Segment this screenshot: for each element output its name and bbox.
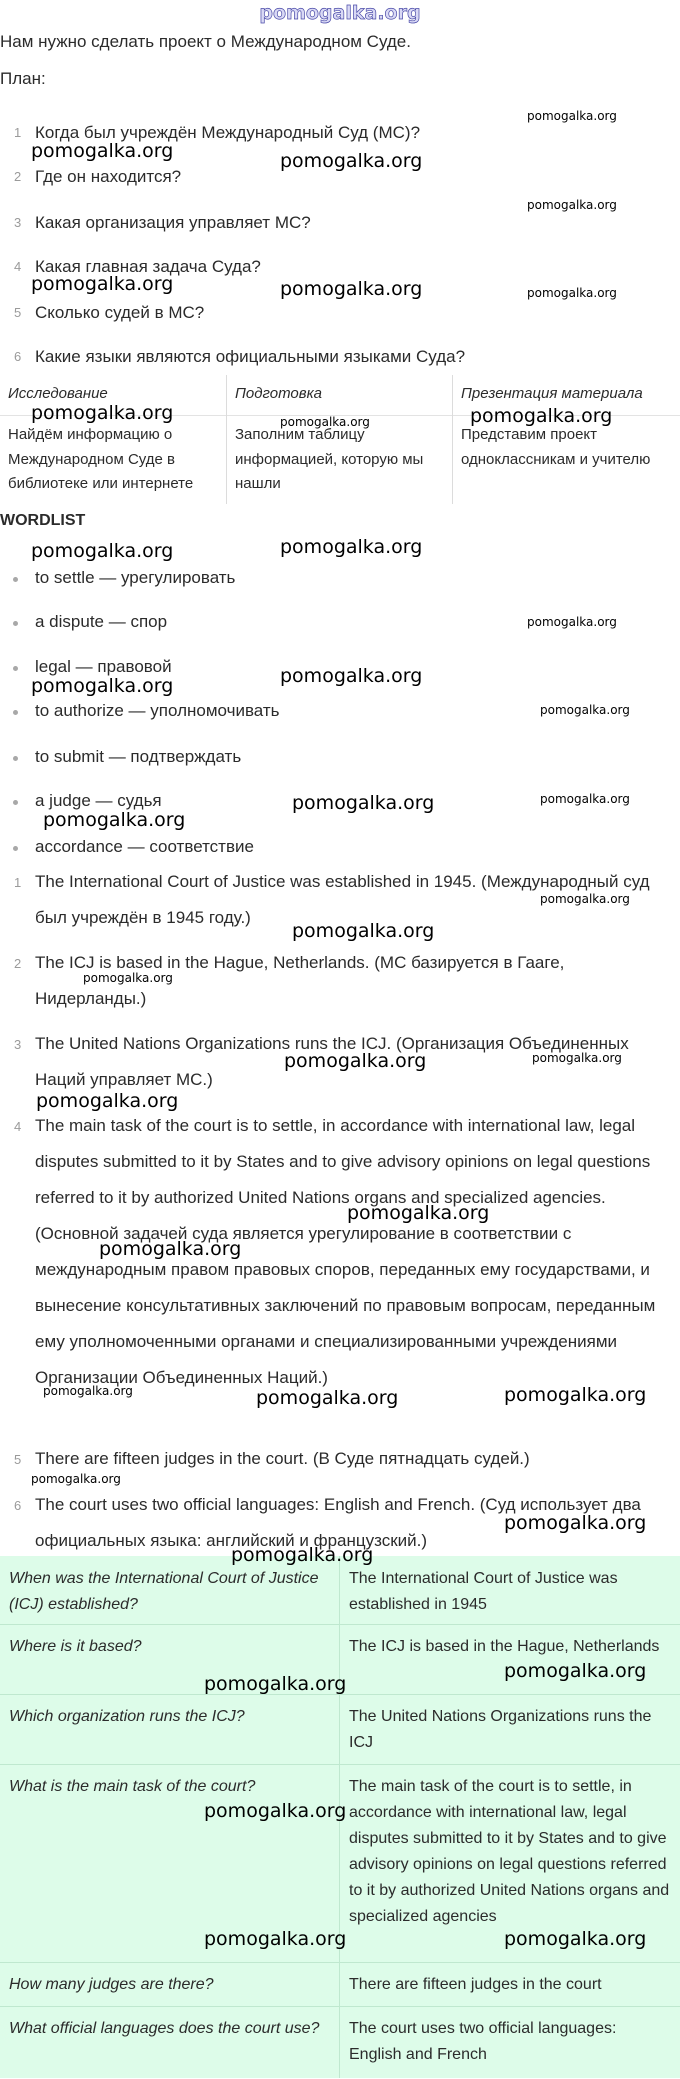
intro-text: Нам нужно сделать проект о Международном Суде.: [0, 32, 411, 51]
answer-text: The main task of the court is to settle, in accordance with international law, legal disputes submitted to it by States and to give advisory opinions on legal questions referred to it by authorized United Nations organs and specialized agencies. (Основной задачей суда является урегулирование в соответствии с международным правом правовых споров, переданных ему государствами, и вынесение консультативных заключений по правовым вопросам, переданным ему уполномоченными органами и специализированными учреждениями Организации Объединенных Наций.): [35, 1116, 656, 1387]
bullet: [13, 666, 18, 671]
watermark: pomogalka.org: [31, 273, 174, 295]
question-cell: When was the International Court of Justice (ICJ) established?: [9, 1570, 319, 1613]
item-number: 6: [14, 1498, 22, 1513]
site-logo[interactable]: pomogalka.org: [259, 2, 421, 24]
answer-text: The International Court of Justice was established in 1945. (Международный суд был учреждён в 1945 году.): [35, 872, 650, 927]
item-text: Сколько судей в МС?: [35, 303, 205, 322]
question-cell: Where is it based?: [9, 1638, 142, 1655]
wordlist-title: WORDLIST: [0, 512, 86, 529]
answer-cell: There are fifteen judges in the court: [349, 1976, 602, 1993]
watermark: pomogalka.org: [504, 1660, 647, 1682]
watermark: pomogalka.org: [31, 140, 174, 162]
watermark: pomogalka.org: [83, 971, 173, 985]
watermark: pomogalka.org: [532, 1051, 622, 1065]
bullet: [13, 710, 18, 715]
column-body: Найдём информацию о Международном Суде в библиотеке или интернете: [8, 426, 194, 492]
bullet: [13, 577, 18, 582]
watermark: pomogalka.org: [284, 1050, 427, 1072]
watermark: pomogalka.org: [470, 405, 613, 427]
bullet: [13, 756, 18, 761]
answer-cell: The ICJ is based in the Hague, Netherlands: [349, 1638, 660, 1655]
watermark: pomogalka.org: [43, 809, 186, 831]
item-text: Какая организация управляет МС?: [35, 213, 311, 232]
question-cell: Which organization runs the ICJ?: [9, 1708, 245, 1725]
watermark: pomogalka.org: [31, 1472, 121, 1486]
item-number: 5: [14, 305, 22, 320]
watermark: pomogalka.org: [99, 1238, 242, 1260]
item-number: 4: [14, 1119, 22, 1134]
column-header: Подготовка: [235, 385, 322, 402]
item-number: 5: [14, 1452, 22, 1467]
watermark: pomogalka.org: [504, 1512, 647, 1534]
watermark: pomogalka.org: [504, 1928, 647, 1950]
watermark: pomogalka.org: [231, 1544, 374, 1566]
item-number: 3: [14, 215, 22, 230]
watermark: pomogalka.org: [527, 109, 617, 123]
watermark: pomogalka.org: [280, 415, 370, 429]
table-row: [0, 2006, 680, 2079]
plan-table-column: [0, 375, 227, 504]
word-text: accordance — соответствие: [35, 837, 254, 856]
watermark: pomogalka.org: [31, 540, 174, 562]
item-number: 1: [14, 875, 22, 890]
watermark: pomogalka.org: [540, 892, 630, 906]
answer-cell: The court uses two official languages: English and French: [349, 2020, 617, 2063]
answer-text: The court uses two official languages: English and French. (Суд использует два официальных языка: английский и французский.): [35, 1495, 641, 1550]
word-text: legal — правовой: [35, 657, 172, 676]
answer-cell: The main task of the court is to settle, in accordance with international law, legal disputes submitted to it by States and to give advisory opinions on legal questions referred to it by authorized United Nations organs and specialized agencies: [349, 1778, 670, 1925]
word-text: to settle — урегулировать: [35, 568, 236, 587]
column-header: Презентация материала: [461, 385, 643, 402]
item-number: 2: [14, 169, 22, 184]
watermark: pomogalka.org: [292, 920, 435, 942]
watermark: pomogalka.org: [527, 198, 617, 212]
item-number: 3: [14, 1037, 22, 1052]
watermark: pomogalka.org: [204, 1673, 347, 1695]
watermark: pomogalka.org: [31, 675, 174, 697]
column-body: Представим проект одноклассникам и учителю: [461, 426, 651, 468]
watermark: pomogalka.org: [527, 286, 617, 300]
item-text: Какие языки являются официальными языками Суда?: [35, 347, 466, 366]
table-row: [0, 1694, 680, 1765]
watermark: pomogalka.org: [31, 402, 174, 424]
bullet: [13, 800, 18, 805]
question-cell: What official languages does the court use?: [9, 2020, 320, 2037]
watermark: pomogalka.org: [280, 536, 423, 558]
watermark: pomogalka.org: [540, 792, 630, 806]
watermark: pomogalka.org: [280, 150, 423, 172]
question-cell: How many judges are there?: [9, 1976, 214, 1993]
item-text: Где он находится?: [35, 167, 182, 186]
table-row: [0, 1962, 680, 2007]
answer-text: There are fifteen judges in the court. (В Суде пятнадцать судей.): [35, 1449, 530, 1468]
answer-cell: The International Court of Justice was established in 1945: [349, 1570, 618, 1613]
plan-table: [0, 375, 680, 504]
watermark: pomogalka.org: [43, 1384, 133, 1398]
bullet: [13, 846, 18, 851]
bullet: [13, 621, 18, 626]
plan-table-column: [227, 375, 453, 504]
column-body: Заполним таблицу информацией, которую мы нашли: [235, 426, 424, 492]
word-text: a dispute — спор: [35, 612, 168, 631]
plan-label: План:: [0, 69, 46, 88]
plan-table-column: [453, 375, 680, 504]
item-number: 6: [14, 349, 22, 364]
watermark: pomogalka.org: [204, 1928, 347, 1950]
table-row: [0, 1556, 680, 1624]
watermark: pomogalka.org: [292, 792, 435, 814]
question-cell: What is the main task of the court?: [9, 1778, 256, 1795]
item-text: Какая главная задача Суда?: [35, 257, 261, 276]
watermark: pomogalka.org: [540, 703, 630, 717]
watermark: pomogalka.org: [347, 1202, 490, 1224]
watermark: pomogalka.org: [504, 1384, 647, 1406]
watermark: pomogalka.org: [527, 615, 617, 629]
watermark: pomogalka.org: [280, 278, 423, 300]
watermark: pomogalka.org: [36, 1090, 179, 1112]
word-text: to submit — подтверждать: [35, 747, 242, 766]
answer-text: The ICJ is based in the Hague, Netherlands. (МС базируется в Гааге, Нидерланды.): [35, 953, 565, 1008]
column-header: Исследование: [8, 385, 108, 402]
item-number: 1: [14, 125, 22, 140]
answer-text: The United Nations Organizations runs the ICJ. (Организация Объединенных Наций управляет МС.): [35, 1034, 629, 1089]
answer-cell: The United Nations Organizations runs the ICJ: [349, 1708, 652, 1751]
item-text: Когда был учреждён Международный Суд (МС)?: [35, 123, 421, 142]
word-text: to authorize — уполномочивать: [35, 701, 280, 720]
word-text: a judge — судья: [35, 791, 162, 810]
watermark: pomogalka.org: [204, 1800, 347, 1822]
item-number: 2: [14, 956, 22, 971]
item-number: 4: [14, 259, 22, 274]
watermark: pomogalka.org: [256, 1387, 399, 1409]
watermark: pomogalka.org: [280, 665, 423, 687]
